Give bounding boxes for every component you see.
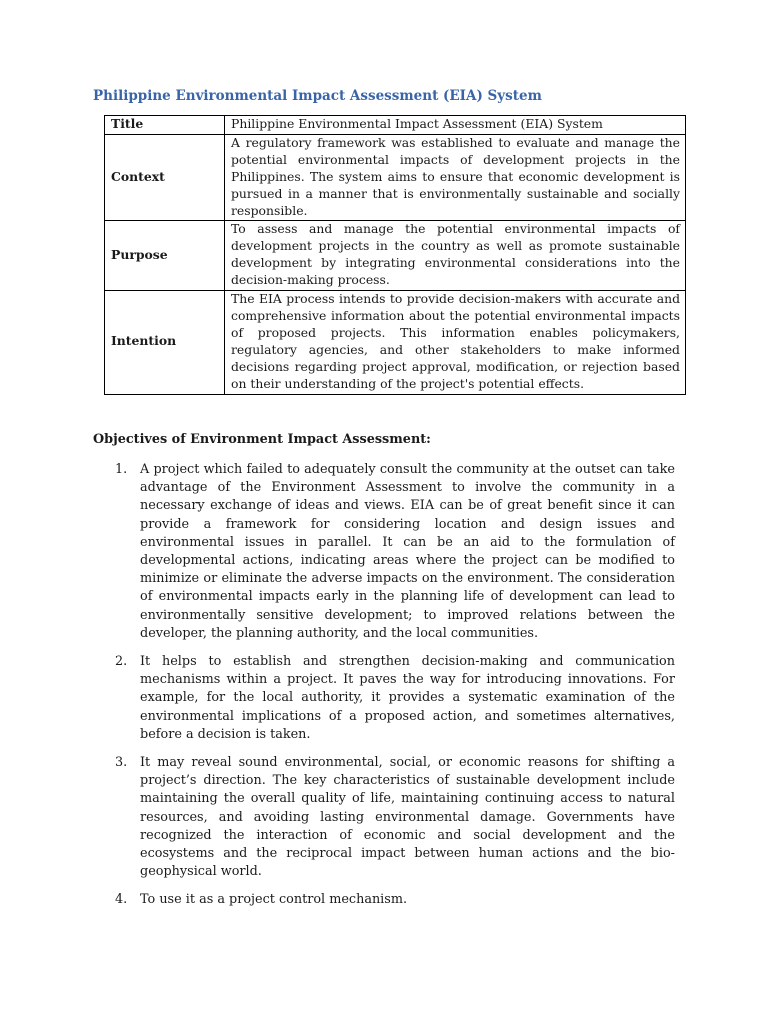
table-row-purpose — [105, 221, 686, 291]
list-item-number: 4. — [115, 892, 128, 908]
list-item-text: A project which failed to adequately consult the community at the outset can take advantage of the Environment Assessment to involve the community in a necessary exchange of ideas and views. EIA can be of great benefit since it can provide a framework for considering location and design issues and environmental issues in parallel. It can be an aid to the formulation of developmental actions, indicating areas where the project can be modified to minimize or eliminate the adverse impacts on the environment. The consideration of environmental impacts early in the planning life of development can lead to environmentally sensitive development; to improved relations between the developer, the planning authority, and the local communities. — [140, 462, 675, 641]
row-label-context: Context — [105, 134, 225, 221]
row-value-title: Philippine Environmental Impact Assessment (EIA) System — [225, 116, 686, 135]
list-item — [93, 653, 675, 744]
table-row-title — [105, 116, 686, 135]
list-item-text: To use it as a project control mechanism. — [140, 892, 408, 908]
list-item-text: It helps to establish and strengthen decision-making and communication mechanisms within a project. It paves the way for introducing innovations. For example, for the local authority, it provides a systematic examination of the environmental implications of a proposed action, and sometimes alternatives, before a decision is taken. — [140, 654, 675, 742]
list-item-number: 3. — [115, 755, 128, 771]
list-item-text: It may reveal sound environmental, social, or economic reasons for shifting a project’s direction. The key characteristics of sustainable development include maintaining the overall quality of life, maintaining continuing access to natural resources, and avoiding lasting environmental damage. Governments have recognized the interaction of economic and social development and the ecosystems and the reciprocal impact between human actions and the bio-geophysical world. — [140, 755, 675, 880]
page-title: Philippine Environmental Impact Assessment (EIA) System — [93, 88, 542, 104]
row-label-purpose: Purpose — [105, 221, 225, 291]
row-label-title: Title — [105, 116, 225, 135]
list-item — [93, 754, 675, 881]
list-item — [93, 891, 675, 909]
row-value-intention: The EIA process intends to provide decision-makers with accurate and comprehensive information about the potential environmental impacts of proposed projects. This information enables policymakers, regulatory agencies, and other stakeholders to make informed decisions regarding project approval, modification, or rejection based on their understanding of the project's potential effects. — [225, 291, 686, 394]
row-value-context: A regulatory framework was established to evaluate and manage the potential environmental impacts of development projects in the Philippines. The system aims to ensure that economic development is pursued in a manner that is environmentally sustainable and socially responsible. — [225, 134, 686, 221]
objectives-list — [93, 461, 675, 920]
row-value-purpose: To assess and manage the potential environmental impacts of development projects in the country as well as promote sustainable development by integrating environmental considerations into the decision-making process. — [225, 221, 686, 291]
list-item-number: 2. — [115, 654, 128, 670]
list-item — [93, 461, 675, 643]
eia-summary-table — [104, 115, 686, 395]
table-row-intention — [105, 291, 686, 394]
table-row-context — [105, 134, 686, 221]
list-item-number: 1. — [115, 462, 128, 477]
row-label-intention: Intention — [105, 291, 225, 394]
objectives-heading: Objectives of Environment Impact Assessment: — [93, 432, 431, 447]
